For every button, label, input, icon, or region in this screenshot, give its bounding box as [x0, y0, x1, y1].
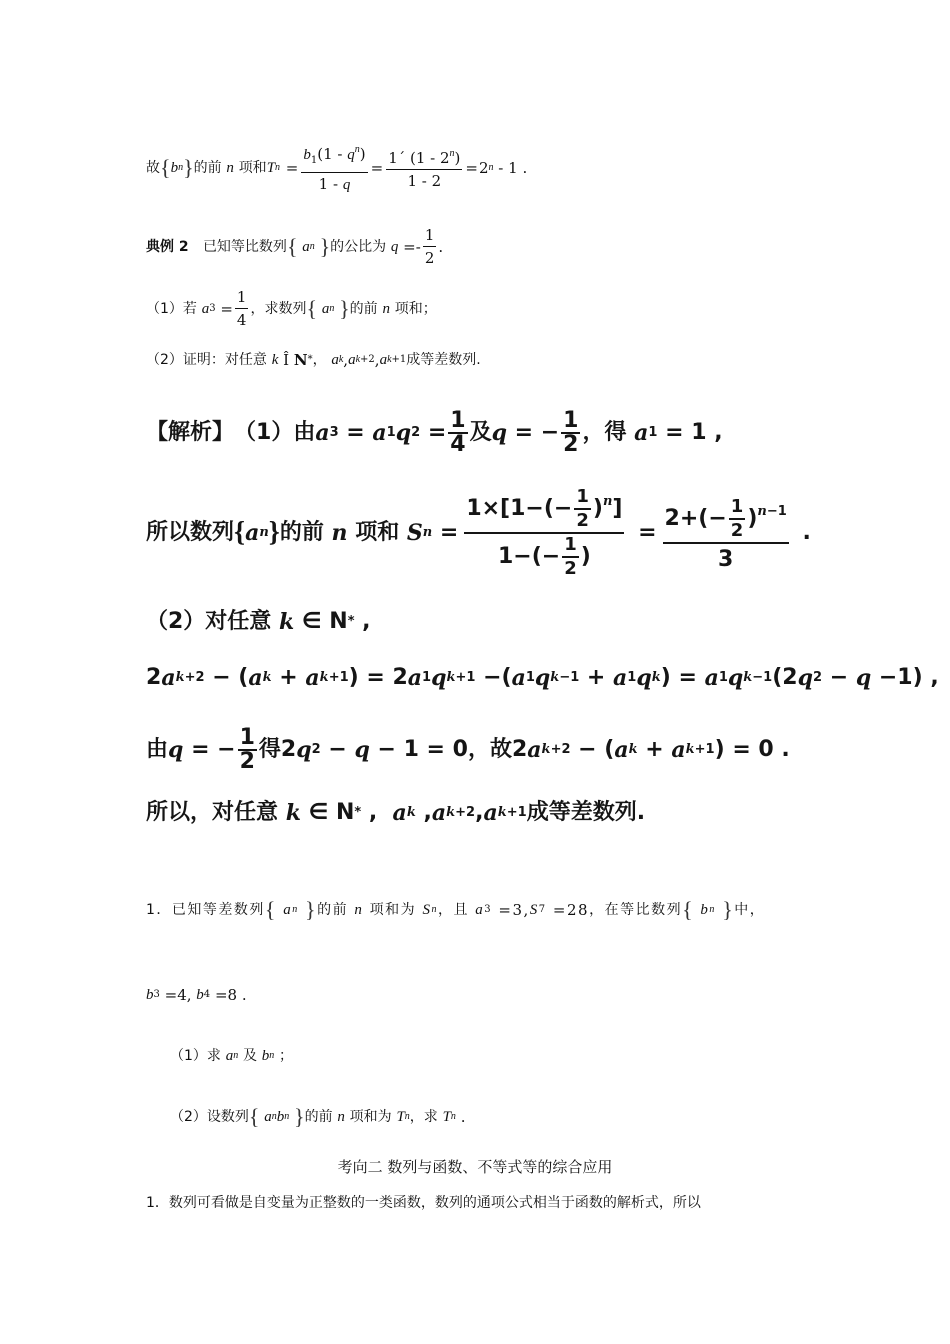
solution-line-4: 2 a k+2 − ( a k + a k+1 ) = 2 a 1 q k+1 −( a 1 q k−1 + a 1 q k ) = a 1 q k−1 (2 q 2 − q −1) ,	[146, 665, 939, 691]
exercise-1-given-b: b 3 =4, b 4 =8 .	[146, 986, 247, 1004]
example-2-part-2: （2）证明：对任意 k Î N * ， a k , a k+2 , a k+1 成等差数列.	[146, 351, 481, 369]
solution-line-2: 所以数列 { a n } 的前 n 项和 S n = 1×[1−(− $\frac{1}{2}$ )$^n$] 1−(− $\frac{1}{2}$ ) = 2+(− $\frac{1}{2}$ )$^{n-1}$ 3 .	[146, 486, 811, 579]
paragraph-last-line: 1．数列可看做是自变量为正整数的一类函数，数列的通项公式相当于函数的解析式，所以	[146, 1195, 701, 1211]
solution-line-3: （2）对任意 k ∈ N * ,	[146, 609, 371, 635]
example-2-part-1: （1）若 a 3 = $\frac{1}{4}$ ，求数列 { a n } 的前 n 项和；	[146, 288, 437, 329]
exercise-1-statement: 1．已知等差数列 { a n } 的前 n 项和为 S n ，且 a 3 =3, S 7 =28 ，在等比数列 { b n } 中，	[146, 897, 766, 922]
solution-line-5: 由 q = − $\frac{1}{2}$ 得 2 q 2 − q − 1 = 0 ，故 2 a k+2 − ( a k + a k+1 ) = 0 .	[146, 725, 790, 774]
example-2-statement: 典例 2 已知等比数列 { a n } 的公比为 q =- $\frac{1}{2}$ .	[146, 226, 444, 267]
solution-line-1: 【解析】 （1）由 a 3 = a 1 q 2 = $\frac{1}{4}$ 及 q = − $\frac{1}{2}$ ，得 a 1 = 1 ,	[146, 408, 723, 457]
exercise-1-part-2: （2）设数列 { a n b n } 的前 n 项和为 T n ，求 T n .	[170, 1104, 466, 1129]
exercise-1-part-1: （1）求 a n 及 b n ；	[170, 1048, 294, 1064]
section-title: 考向二 数列与函数、不等式等的综合应用	[337, 1158, 613, 1176]
geometric-sum-line: 故 { b n } 的前 n 项和 T n = $\frac{b_1(1 - q^n)}{1 - q}$ = $\frac{1´ (1 - 2^n)}{1 - 2}$ = 2 n - 1 .	[146, 140, 527, 195]
solution-line-6: 所以，对任意 k ∈ N * , a k , a k+2 , a k+1 成等差数列.	[146, 800, 646, 826]
